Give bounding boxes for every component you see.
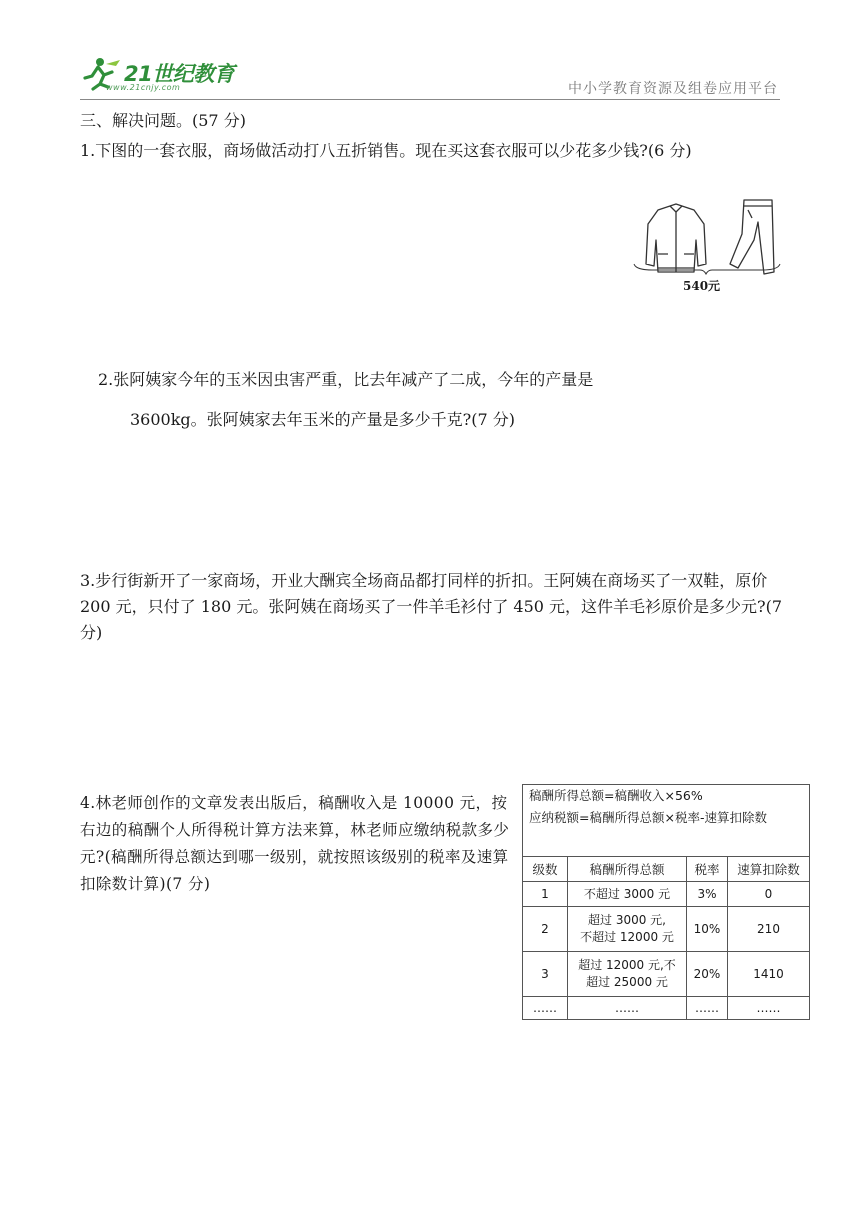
- jacket-icon: [646, 204, 706, 272]
- question-2-line-2: 3600kg。张阿姨家去年玉米的产量是多少千克?(7 分): [130, 410, 515, 429]
- table-row: [523, 907, 810, 952]
- cell-deduction: 0: [728, 882, 810, 907]
- cell-range: 超过 12000 元,不 超过 25000 元: [568, 952, 687, 997]
- question-3: 3.步行街新开了一家商场，开业大酬宾全场商品都打同样的折扣。王阿姨在商场买了一双鞋，原价 200 元，只付了 180 元。张阿姨在商场买了一件羊毛衫付了 450 元，这件羊毛衫原价是多少元?(7 分): [80, 571, 783, 642]
- cell-range: 不超过 3000 元: [568, 882, 687, 907]
- header-range: 稿酬所得总额: [568, 857, 687, 882]
- cell-deduction: 1410: [728, 952, 810, 997]
- table-row: [523, 882, 810, 907]
- header-level: 级数: [523, 857, 568, 882]
- cell-level: 2: [523, 907, 568, 952]
- table-header-row: [523, 857, 810, 882]
- cell-deduction: ……: [728, 997, 810, 1020]
- section-title: 三、解决问题。(57 分): [80, 111, 246, 130]
- formula-income: 稿酬所得总额=稿酬收入×56%: [529, 788, 703, 803]
- tax-info-box: [522, 784, 810, 1020]
- cell-rate: 3%: [687, 882, 728, 907]
- cell-rate: 20%: [687, 952, 728, 997]
- header-deduction: 速算扣除数: [728, 857, 810, 882]
- page-header: [80, 52, 780, 102]
- cell-range: ……: [568, 997, 687, 1020]
- question-2-line-1: 2.张阿姨家今年的玉米因虫害严重，比去年减产了二成，今年的产量是: [98, 370, 594, 389]
- cell-level: ……: [523, 997, 568, 1020]
- cell-level: 3: [523, 952, 568, 997]
- platform-name: 中小学教育资源及组卷应用平台: [568, 81, 778, 97]
- header-divider: [80, 99, 780, 100]
- question-4: 4.林老师创作的文章发表出版后，稿酬收入是 10000 元，按右边的稿酬个人所得税计算方法来算，林老师应缴纳税款多少元?(稿酬所得总额达到哪一级别，就按照该级别的税率及速算扣除数计算)(7 分): [80, 794, 510, 893]
- logo-text: 21世纪教育: [124, 62, 235, 86]
- table-row: [523, 952, 810, 997]
- header-rate: 税率: [687, 857, 728, 882]
- brace-line: [634, 264, 780, 274]
- cell-deduction: 210: [728, 907, 810, 952]
- cell-rate: ……: [687, 997, 728, 1020]
- table-row: [523, 997, 810, 1020]
- question-1: 1.下图的一套衣服，商场做活动打八五折销售。现在买这套衣服可以少花多少钱?(6 分): [80, 141, 692, 160]
- tax-table: [522, 856, 810, 1020]
- price-label: 540元: [683, 279, 721, 293]
- formula-tax: 应纳税额=稿酬所得总额×税率-速算扣除数: [529, 810, 767, 825]
- cell-level: 1: [523, 882, 568, 907]
- logo: [82, 56, 252, 96]
- cell-rate: 10%: [687, 907, 728, 952]
- pants-icon: [730, 200, 774, 274]
- logo-url: www.21cnjy.com: [106, 83, 181, 92]
- cell-range: 超过 3000 元, 不超过 12000 元: [568, 907, 687, 952]
